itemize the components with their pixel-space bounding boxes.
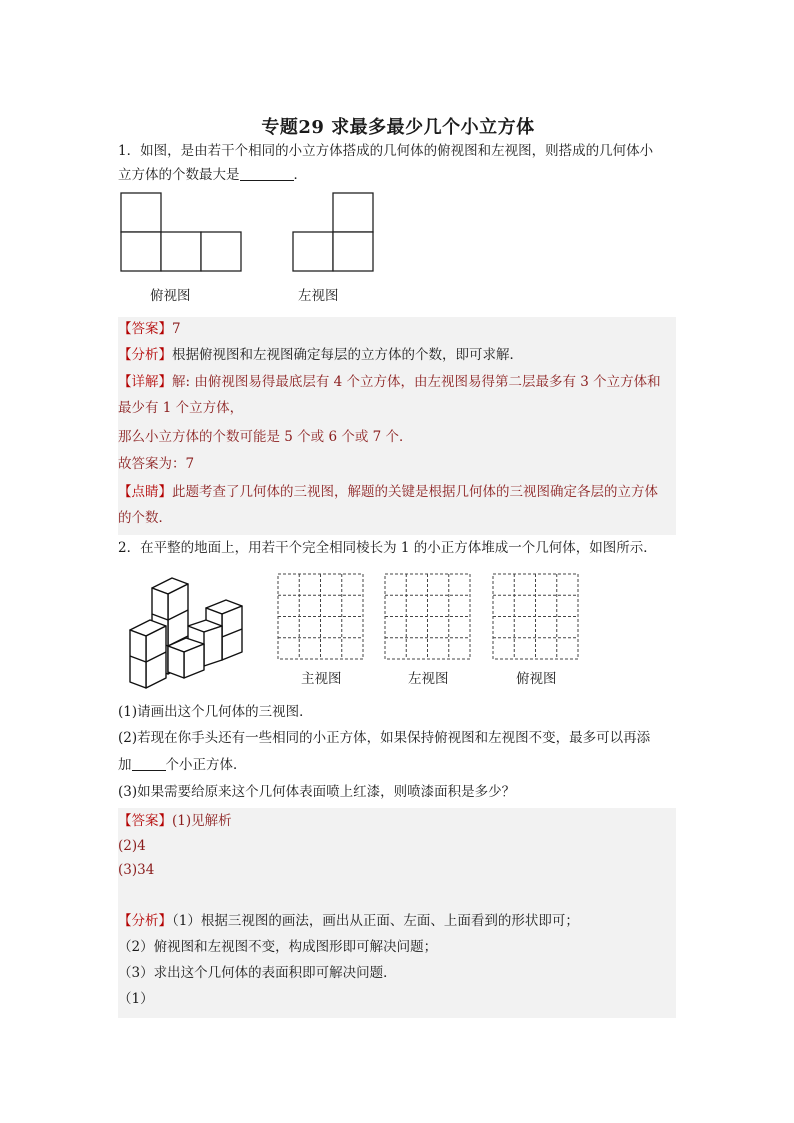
q2-caption-left-view: 左视图	[408, 671, 449, 687]
q2-top-view-grid	[492, 573, 580, 661]
q1-caption-left-view: 左视图	[298, 288, 339, 304]
q1-comment-line1: 【点睛】此题考查了几何体的三视图，解题的关键是根据几何体的三视图确定各层的立方体	[118, 484, 658, 500]
q2-sub2-line2: 加 个小正方体．	[118, 757, 247, 773]
q2-answer-line1: 【答案】(1)见解析	[118, 813, 232, 829]
q2-sub2-line1: (2)若现在你手头还有一些相同的小正方体，如果保持俯视图和左视图不变，最多可以再添	[118, 730, 651, 746]
q2-answer-line3: (3)34	[118, 862, 155, 878]
q2-analysis-line4: （1）	[118, 991, 154, 1007]
q1-analysis: 【分析】根据俯视图和左视图确定每层的立方体的个数，即可求解．	[118, 347, 523, 363]
q2-front-view-grid	[277, 573, 365, 661]
q1-text-line1: 1．如图，是由若干个相同的小立方体搭成的几何体的俯视图和左视图，则搭成的几何体小	[118, 143, 654, 159]
left-view-cell	[333, 232, 373, 271]
q2-answer-line2: (2)4	[118, 838, 146, 854]
q2-cube-stack-figure	[126, 574, 246, 692]
q2-answer-blank	[132, 756, 166, 771]
top-view-cell	[121, 232, 161, 271]
q1-caption-top-view: 俯视图	[150, 288, 191, 304]
q2-caption-top-view: 俯视图	[516, 671, 557, 687]
left-view-cell	[293, 232, 333, 271]
page-title: 专题29 求最多最少几个小立方体	[261, 117, 535, 138]
q1-text-line2-pre: 立方体的个数最大是	[118, 167, 240, 183]
q1-comment-line2: 的个数．	[118, 510, 172, 526]
q1-text-line2-post: ．	[293, 167, 307, 183]
q2-sub3: (3)如果需要给原来这个几何体表面喷上红漆，则喷漆面积是多少？	[118, 784, 516, 800]
q1-answer: 【答案】7	[118, 321, 181, 337]
q1-top-view-figure	[120, 192, 245, 274]
q1-detail-line4: 故答案为：7	[118, 456, 195, 472]
q1-detail-line2: 最少有 1 个立方体，	[118, 400, 244, 416]
q2-analysis-line1: 【分析】（1）根据三视图的画法，画出从正面、左面、上面看到的形状即可；	[118, 913, 579, 929]
q2-caption-front-view: 主视图	[301, 671, 342, 687]
top-view-cell	[121, 193, 161, 232]
q2-analysis-line2: （2）俯视图和左视图不变，构成图形即可解决问题；	[118, 939, 438, 955]
q1-left-view-figure	[292, 192, 377, 274]
q1-detail-line1: 【详解】解: 由俯视图易得最底层有 4 个立方体，由左视图易得第二层最多有 3 个立方体和	[118, 374, 661, 390]
q2-left-view-grid	[384, 573, 472, 661]
top-view-cell	[201, 232, 241, 271]
q1-detail-line3: 那么小立方体的个数可能是 5 个或 6 个或 7 个．	[118, 429, 413, 445]
q2-sub1: (1)请画出这个几何体的三视图．	[118, 704, 313, 720]
q2-analysis-line3: （3）求出这个几何体的表面积即可解决问题．	[118, 965, 397, 981]
q1-text-line2	[118, 162, 307, 188]
top-view-cell	[161, 232, 201, 271]
q2-text-line1: 2．在平整的地面上，用若干个完全相同棱长为 1 的小正方体堆成一个几何体，如图所示．	[118, 540, 657, 556]
q1-answer-blank	[240, 166, 294, 181]
left-view-cell	[333, 193, 373, 232]
